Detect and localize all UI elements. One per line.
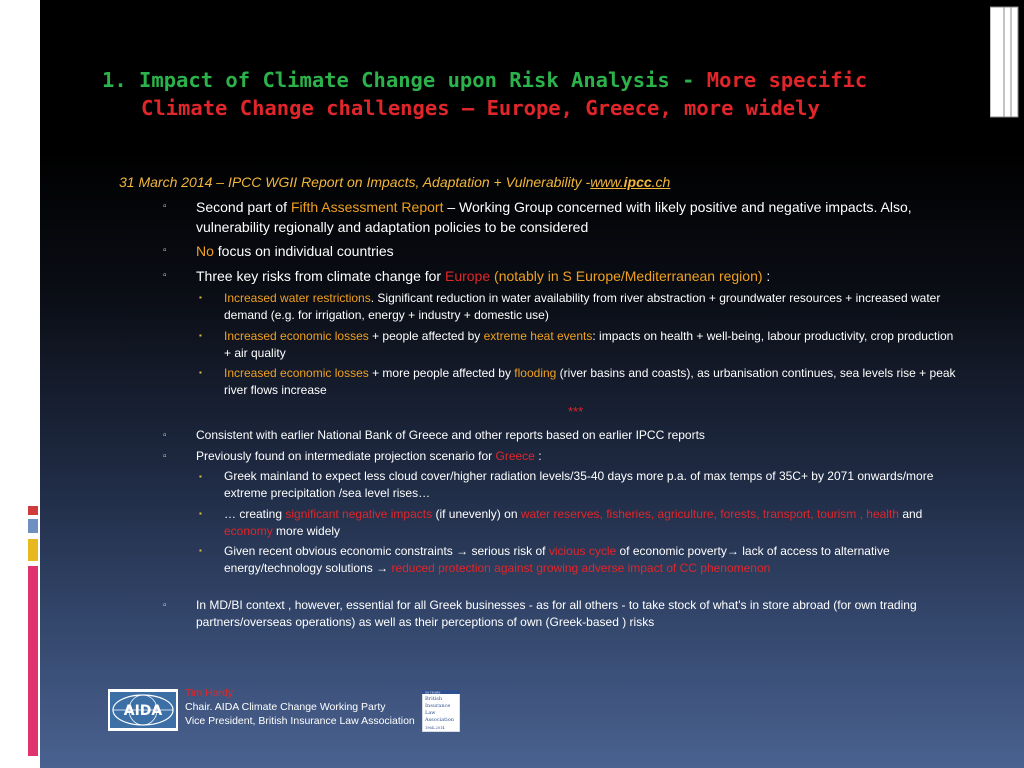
risk-flooding: Increased economic losses + more people affected by flooding (river basins and coasts), as urbanisation continues, sea levels rise + peak river flows increase xyxy=(224,366,956,397)
accent-blue xyxy=(28,519,38,533)
sub-bullet-marker: ▪ xyxy=(199,368,202,377)
bullet-marker: ▫ xyxy=(163,600,167,611)
aida-logo-text: AIDA xyxy=(123,703,163,719)
separator-stars: *** xyxy=(568,404,584,419)
bullet-fifth-report: Second part of Fifth Assessment Report – Working Group concerned with likely positive and negative impacts. Also, vulnerability regionally and adaptation policies to be considered xyxy=(196,199,912,235)
svg-text:Law: Law xyxy=(425,710,436,716)
title-part-red-2: Climate Change challenges – Europe, Greece, more widely xyxy=(141,96,820,120)
bullet-greece: Previously found on intermediate projection scenario for Greece : xyxy=(196,449,542,463)
slide-title xyxy=(102,66,902,122)
bullet-md-bi: In MD/BI context , however, essential for all Greek businesses - as for all others - to take stock of what's in store abroad (for own trading partners/overseas operations) as well as their perceptions of own (Greek-based ) risks xyxy=(196,598,917,629)
presenter-role-2: Vice President, British Insurance Law Association xyxy=(185,715,415,727)
accent-yellow xyxy=(28,539,38,561)
svg-text:British: British xyxy=(425,696,443,702)
title-part-green: 1. Impact of Climate Change upon Risk Analysis - xyxy=(102,68,707,92)
greece-impacts: … creating significant negative impacts (if unevenly) on water reserves, fisheries, agriculture, forests, transport, tourism , health and economy more widely xyxy=(224,507,923,538)
svg-text:1964–2014: 1964–2014 xyxy=(425,726,445,730)
risk-water: Increased water restrictions. Significant reduction in water availability from river abstraction + groundwater resources + increased water demand (e.g. for irrigation, energy + industry + domestic use) xyxy=(224,291,941,322)
bullet-three-risks: Three key risks from climate change for Europe (notably in S Europe/Mediterranean region) : xyxy=(196,268,771,284)
svg-text:50 YEARS: 50 YEARS xyxy=(425,690,441,695)
accent-red xyxy=(28,506,38,515)
source-line xyxy=(119,172,670,192)
greece-mainland: Greek mainland to expect less cloud cover/higher radiation levels/35-40 days more p.a. of max temps of 35C+ by 2071 onwards/more extreme precipitation /sea level rises… xyxy=(224,469,934,500)
bullet-marker: ▫ xyxy=(163,430,167,441)
bullet-marker: ▫ xyxy=(163,245,167,256)
accent-pink xyxy=(28,566,38,756)
presenter-name: Tim Hardy xyxy=(185,687,234,699)
bullet-no-focus: No focus on individual countries xyxy=(196,243,394,259)
sub-bullet-marker: ▪ xyxy=(199,546,202,555)
footer-credits xyxy=(185,686,415,728)
bullet-consistent: Consistent with earlier National Bank of Greece and other reports based on earlier IPCC reports xyxy=(196,428,705,442)
svg-text:Association: Association xyxy=(425,717,454,723)
stacked-pages-icon xyxy=(990,3,1020,123)
aida-logo xyxy=(108,689,178,731)
source-text: 31 March 2014 – IPCC WGII Report on Impacts, Adaptation + Vulnerability - xyxy=(119,174,591,190)
greece-constraints: Given recent obvious economic constraints → serious risk of vicious cycle of economic poverty→ lack of access to alternative energy/technology solutions → reduced protection against growing adverse impact of CC phenomenon xyxy=(224,544,890,575)
title-part-red-1: More specific xyxy=(706,68,868,92)
bullet-marker: ▫ xyxy=(163,270,167,281)
sub-bullet-marker: ▪ xyxy=(199,509,202,518)
bullet-marker: ▫ xyxy=(163,451,167,462)
bila-logo xyxy=(422,690,460,732)
presenter-role-1: Chair. AIDA Climate Change Working Party xyxy=(185,701,386,713)
bullet-marker: ▫ xyxy=(163,201,167,212)
sub-bullet-marker: ▪ xyxy=(199,293,202,302)
sub-bullet-marker: ▪ xyxy=(199,472,202,481)
svg-text:Insurance: Insurance xyxy=(425,703,451,709)
sidebar-accents xyxy=(28,506,38,756)
risk-heat: Increased economic losses + people affected by extreme heat events: impacts on health + well-being, labour productivity, crop production + air quality xyxy=(224,329,954,360)
ipcc-link[interactable]: www.ipcc.ch xyxy=(590,174,671,190)
sub-bullet-marker: ▪ xyxy=(199,331,202,340)
